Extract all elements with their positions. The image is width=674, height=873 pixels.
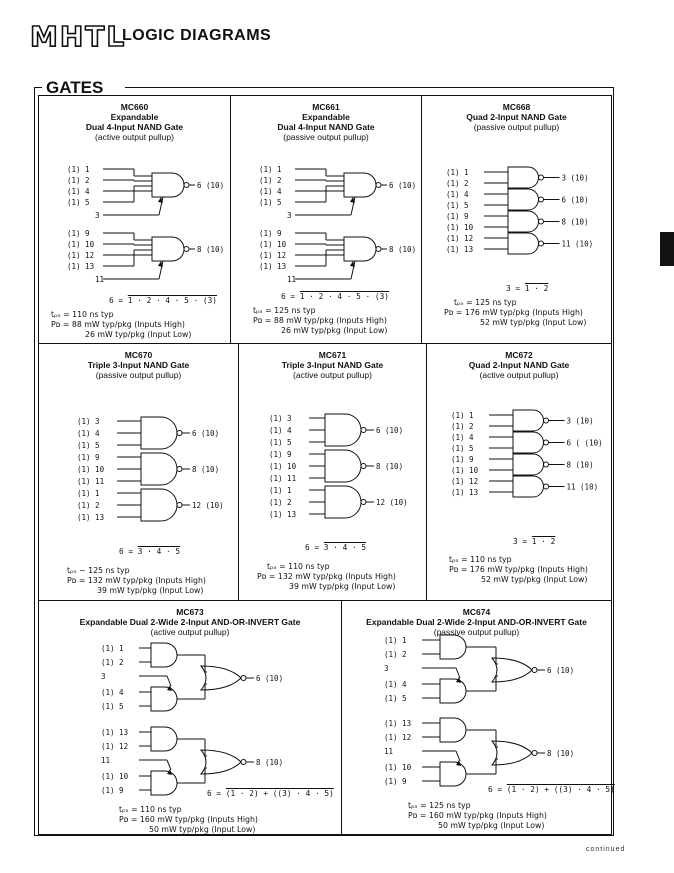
pin-label: (1) 10 — [77, 465, 105, 474]
and-gate-body — [440, 679, 466, 703]
part-desc-1: Quad 2-Input NAND Gate — [466, 112, 567, 122]
pin-label: (1) 1 — [67, 165, 90, 174]
part-desc-1: Expandable — [110, 112, 159, 122]
pin-label: (1) 3 — [269, 414, 292, 423]
part-desc-2: Dual 4-Input NAND Gate — [277, 122, 375, 132]
pin-label: (1) 12 — [451, 477, 479, 486]
pin-label: 6 ( (10) — [566, 438, 603, 448]
pin-label: (1) 4 — [67, 187, 90, 196]
pin-label: (1) 4 — [269, 426, 292, 435]
pin-label: (1) 2 — [101, 658, 124, 667]
pin-label: (1) 5 — [67, 198, 90, 207]
inversion-bubble — [539, 241, 544, 246]
pin-label: (1) 2 — [269, 498, 292, 507]
inversion-bubble — [376, 247, 381, 252]
inversion-bubble — [532, 668, 537, 673]
cell-mc660 — [38, 95, 231, 344]
pin-label: (1) 4 — [259, 187, 282, 196]
pin-label: (1) 5 — [77, 441, 100, 450]
and-gate-body — [440, 718, 466, 742]
pin-label: (1) 12 — [384, 733, 412, 742]
part-number: MC661 — [312, 102, 340, 112]
pin-label: (1) 9 — [67, 229, 90, 238]
pin-label: (1) 1 — [269, 486, 292, 495]
inversion-bubble — [184, 247, 189, 252]
pin-label: 11 — [287, 275, 297, 284]
part-desc-2: (passive output pullup) — [95, 370, 182, 380]
pin-label: (1) 1 — [451, 411, 474, 420]
pin-label: (1) 1 — [101, 644, 124, 653]
pin-label: 8 (10) — [197, 245, 225, 254]
or-gate-body — [201, 750, 241, 774]
logic-equation: 6 = 3 · 4 · 5 — [119, 547, 181, 556]
pin-label: (1) 13 — [451, 488, 479, 497]
pin-label: 6 (10) — [192, 429, 220, 438]
cell-mc672 — [426, 343, 612, 601]
nand-gate-body — [508, 167, 539, 188]
specs: tₚₔ = 110 ns typ Pᴅ = 132 mW typ/pkg (Inputs High) 39 mW typ/pkg (Input Low) — [257, 562, 396, 591]
part-desc-2: (passive output pullup) — [473, 122, 560, 132]
pin-label: (1) 3 — [77, 417, 100, 426]
expander-arrow — [167, 685, 172, 691]
specs: tₚₔ = 125 ns typ Pᴅ = 160 mW typ/pkg (Inputs High) 50 mW typ/pkg (Input Low) — [408, 801, 547, 830]
pin-label: (1) 10 — [451, 466, 479, 475]
edge-tab-marker — [660, 232, 674, 266]
pin-label: 6 (10) — [547, 666, 575, 675]
part-number: MC670 — [124, 350, 153, 360]
pin-label: (1) 9 — [451, 455, 474, 464]
wire — [456, 751, 460, 761]
pin-label: 3 — [101, 672, 106, 681]
diagram-nand3-triple — [39, 344, 240, 602]
part-number: MC673 — [176, 607, 204, 617]
pin-label: (1) 2 — [446, 179, 469, 188]
specs: tₚₔ = 125 ns typ Pᴅ = 176 mW typ/pkg (Inputs High) 52 mW typ/pkg (Input Low) — [444, 298, 587, 327]
pin-label: (1) 4 — [384, 680, 407, 689]
part-desc-1: Triple 3-Input NAND Gate — [281, 360, 384, 370]
nand-gate-body — [152, 173, 184, 197]
inversion-bubble — [376, 183, 381, 188]
nand-gate-body — [141, 453, 177, 485]
part-number: MC674 — [462, 607, 491, 617]
nand-gate-body — [513, 432, 544, 453]
nand-gate-body — [513, 476, 544, 497]
or-gate-body — [492, 658, 532, 682]
part-desc-2: (active output pullup) — [150, 627, 230, 637]
logic-equation: 6 = 1 · 2 · 4 · 5 · (3) — [281, 292, 389, 301]
pin-label: (1) 9 — [384, 777, 407, 786]
pin-label: (1) 10 — [259, 240, 287, 249]
cell-mc661 — [230, 95, 422, 344]
part-desc-1: Triple 3-Input NAND Gate — [87, 360, 190, 370]
nand-gate-body — [344, 173, 376, 197]
pin-label: (1) 13 — [77, 513, 105, 522]
pin-label: (1) 9 — [259, 229, 282, 238]
pin-label: 11 — [101, 756, 111, 765]
pin-label: (1) 12 — [101, 742, 129, 751]
pin-label: 6 (10) — [376, 426, 404, 435]
pin-label: (1) 4 — [451, 433, 474, 442]
nand-gate-body — [141, 489, 177, 521]
cell-mc674 — [341, 600, 615, 835]
and-gate-body — [151, 643, 177, 667]
pin-label: 12 (10) — [192, 501, 224, 510]
pin-label: (1) 10 — [269, 462, 297, 471]
inversion-bubble — [177, 503, 182, 508]
inversion-bubble — [177, 431, 182, 436]
nand-gate-body — [325, 414, 361, 446]
expander-arrow — [167, 769, 172, 775]
and-gate-body — [440, 762, 466, 786]
continued-note: continued — [586, 846, 626, 853]
part-desc-1: Expandable Dual 2-Wide 2-Input AND-OR-INVERT Gate — [366, 617, 587, 627]
pin-label: 8 (10) — [376, 462, 404, 471]
pin-label: (1) 9 — [446, 212, 469, 221]
pin-label: 8 (10) — [192, 465, 220, 474]
pin-label: (1) 13 — [67, 262, 95, 271]
logic-equation: 6 = 1 · 2 · 4 · 5 · (3) — [109, 296, 217, 305]
part-number: MC672 — [505, 350, 533, 360]
wire — [167, 760, 171, 770]
specs: tₚₔ ~ 125 ns typ Pᴅ = 132 mW typ/pkg (Inputs High) 39 mW typ/pkg (Input Low) — [67, 566, 206, 595]
part-number: MC668 — [502, 102, 531, 112]
pin-label: (1) 11 — [269, 474, 297, 483]
pin-label: 6 (10) — [561, 195, 589, 205]
logic-equation: 6 = 3 · 4 · 5 — [305, 543, 367, 552]
pin-label: (1) 5 — [384, 694, 407, 703]
part-desc-2: (passive output pullup) — [433, 627, 520, 637]
pin-label: (1) 5 — [101, 702, 124, 711]
cell-mc670 — [38, 343, 239, 601]
pin-label: 3 — [287, 211, 292, 220]
pin-label: (1) 12 — [259, 251, 287, 260]
pin-label: 3 — [95, 211, 100, 220]
specs: tₚₔ = 110 ns typ Pᴅ = 88 mW typ/pkg (Inputs High) 26 mW typ/pkg (Input Low) — [51, 310, 192, 339]
inversion-bubble — [539, 197, 544, 202]
pin-label: (1) 9 — [77, 453, 100, 462]
inversion-bubble — [539, 175, 544, 180]
nand-gate-body — [325, 450, 361, 482]
part-desc-1: Expandable Dual 2-Wide 2-Input AND-OR-INVERT Gate — [79, 617, 301, 627]
section-title: GATES — [42, 78, 107, 98]
pin-label: (1) 13 — [259, 262, 287, 271]
pin-label: (1) 10 — [67, 240, 95, 249]
cell-mc671 — [238, 343, 427, 601]
and-gate-body — [440, 635, 466, 659]
nand-gate-body — [141, 417, 177, 449]
inversion-bubble — [241, 760, 246, 765]
pin-label: (1) 1 — [446, 168, 469, 177]
pin-label: (1) 1 — [384, 636, 407, 645]
pin-label: (1) 2 — [67, 176, 90, 185]
pin-label: 11 (10) — [561, 239, 594, 249]
logic-equation: 6 = (1 · 2) + ((3) · 4 · 5) — [488, 785, 615, 794]
pin-label: 8 (10) — [256, 758, 284, 767]
pin-label: 6 (10) — [389, 181, 417, 190]
nand-gate-body — [508, 189, 539, 210]
logic-equation: 6 = (1 · 2) + ((3) · 4 · 5) — [207, 789, 334, 798]
part-desc-3: (active output pullup) — [95, 132, 174, 142]
inversion-bubble — [361, 464, 366, 469]
part-number: MC660 — [120, 102, 149, 112]
inversion-bubble — [544, 484, 549, 489]
pin-label: (1) 2 — [451, 422, 474, 431]
expander-arrow — [456, 677, 461, 683]
wire — [456, 668, 460, 678]
inversion-bubble — [361, 428, 366, 433]
or-gate-body — [492, 741, 532, 765]
inversion-bubble — [361, 500, 366, 505]
inversion-bubble — [177, 467, 182, 472]
pin-label: 6 (10) — [256, 674, 284, 683]
pin-label: (1) 10 — [384, 763, 412, 772]
pin-label: 3 (10) — [561, 173, 589, 183]
specs: tₚₔ = 110 ns typ Pᴅ = 176 mW typ/pkg (Inputs High) 52 mW typ/pkg (Input Low) — [449, 555, 588, 584]
pin-label: 11 — [95, 275, 105, 284]
nand-gate-body — [508, 211, 539, 232]
pin-label: (1) 11 — [77, 477, 105, 486]
part-desc-2: (active output pullup) — [479, 370, 559, 380]
pin-label: (1) 5 — [451, 444, 474, 453]
inversion-bubble — [539, 219, 544, 224]
nand-gate-body — [508, 233, 539, 254]
logic-equation: 3 = 1 · 2 — [513, 537, 556, 546]
pin-label: (1) 4 — [77, 429, 100, 438]
pin-label: (1) 2 — [259, 176, 282, 185]
cell-mc673 — [38, 600, 342, 835]
pin-label: (1) 13 — [269, 510, 297, 519]
specs: tₚₔ = 110 ns typ Pᴅ = 160 mW typ/pkg (Inputs High) 50 mW typ/pkg (Input Low) — [119, 805, 258, 834]
inversion-bubble — [532, 751, 537, 756]
pin-label: 6 (10) — [197, 181, 225, 190]
pin-label: 12 (10) — [376, 498, 408, 507]
pin-label: (1) 1 — [259, 165, 282, 174]
and-gate-body — [151, 771, 177, 795]
inversion-bubble — [544, 418, 549, 423]
pin-label: 8 (10) — [561, 217, 589, 227]
pin-label: (1) 10 — [446, 223, 474, 232]
pin-label: 3 (10) — [566, 416, 594, 426]
pin-label: 8 (10) — [389, 245, 417, 254]
pin-label: 11 — [384, 747, 394, 756]
expander-arrow — [456, 760, 461, 766]
pin-label: 3 — [384, 664, 389, 673]
page-title: LOGIC DIAGRAMS — [122, 27, 272, 44]
pin-label: (1) 13 — [446, 245, 474, 254]
and-gate-body — [151, 727, 177, 751]
pin-label: (1) 13 — [384, 719, 412, 728]
pin-label: 8 (10) — [566, 460, 594, 470]
pin-label: 11 (10) — [566, 482, 599, 492]
part-desc-1: Quad 2-Input NAND Gate — [468, 360, 570, 370]
inversion-bubble — [184, 183, 189, 188]
pin-label: (1) 2 — [384, 650, 407, 659]
pin-label: (1) 5 — [269, 438, 292, 447]
pin-label: (1) 10 — [101, 772, 129, 781]
specs: tₚₔ = 125 ns typ Pᴅ = 88 mW typ/pkg (Inputs High) 26 mW typ/pkg (Input Low) — [253, 306, 388, 335]
pin-label: (1) 1 — [77, 489, 100, 498]
pin-label: (1) 12 — [67, 251, 95, 260]
pin-label: (1) 9 — [101, 786, 124, 795]
mhtl-logo: MHTL — [30, 20, 127, 53]
pin-label: (1) 5 — [446, 201, 469, 210]
pin-label: (1) 12 — [446, 234, 474, 243]
pin-label: (1) 9 — [269, 450, 292, 459]
inversion-bubble — [544, 440, 549, 445]
nand-gate-body — [152, 237, 184, 261]
diagram-aoi-dual — [39, 601, 343, 836]
pin-label: (1) 5 — [259, 198, 282, 207]
pin-label: 8 (10) — [547, 749, 575, 758]
pin-label: (1) 2 — [77, 501, 100, 510]
logic-equation: 3 = 1 · 2 — [506, 284, 549, 293]
part-number: MC671 — [318, 350, 347, 360]
nand-gate-body — [325, 486, 361, 518]
pin-label: (1) 13 — [101, 728, 129, 737]
nand-gate-body — [344, 237, 376, 261]
part-desc-2: Dual 4-Input NAND Gate — [85, 122, 184, 132]
inversion-bubble — [544, 462, 549, 467]
nand-gate-body — [513, 410, 543, 431]
part-desc-2: (active output pullup) — [293, 370, 372, 380]
part-desc-1: Expandable — [302, 112, 350, 122]
nand-gate-body — [513, 454, 544, 475]
and-gate-body — [151, 687, 177, 711]
inversion-bubble — [241, 676, 246, 681]
diagram-nand4-dual — [39, 96, 232, 345]
pin-label: (1) 4 — [446, 190, 469, 199]
or-gate-body — [201, 666, 241, 690]
pin-label: (1) 4 — [101, 688, 124, 697]
part-desc-3: (passive output pullup) — [283, 132, 369, 142]
cell-mc668 — [421, 95, 612, 344]
wire — [167, 676, 171, 686]
